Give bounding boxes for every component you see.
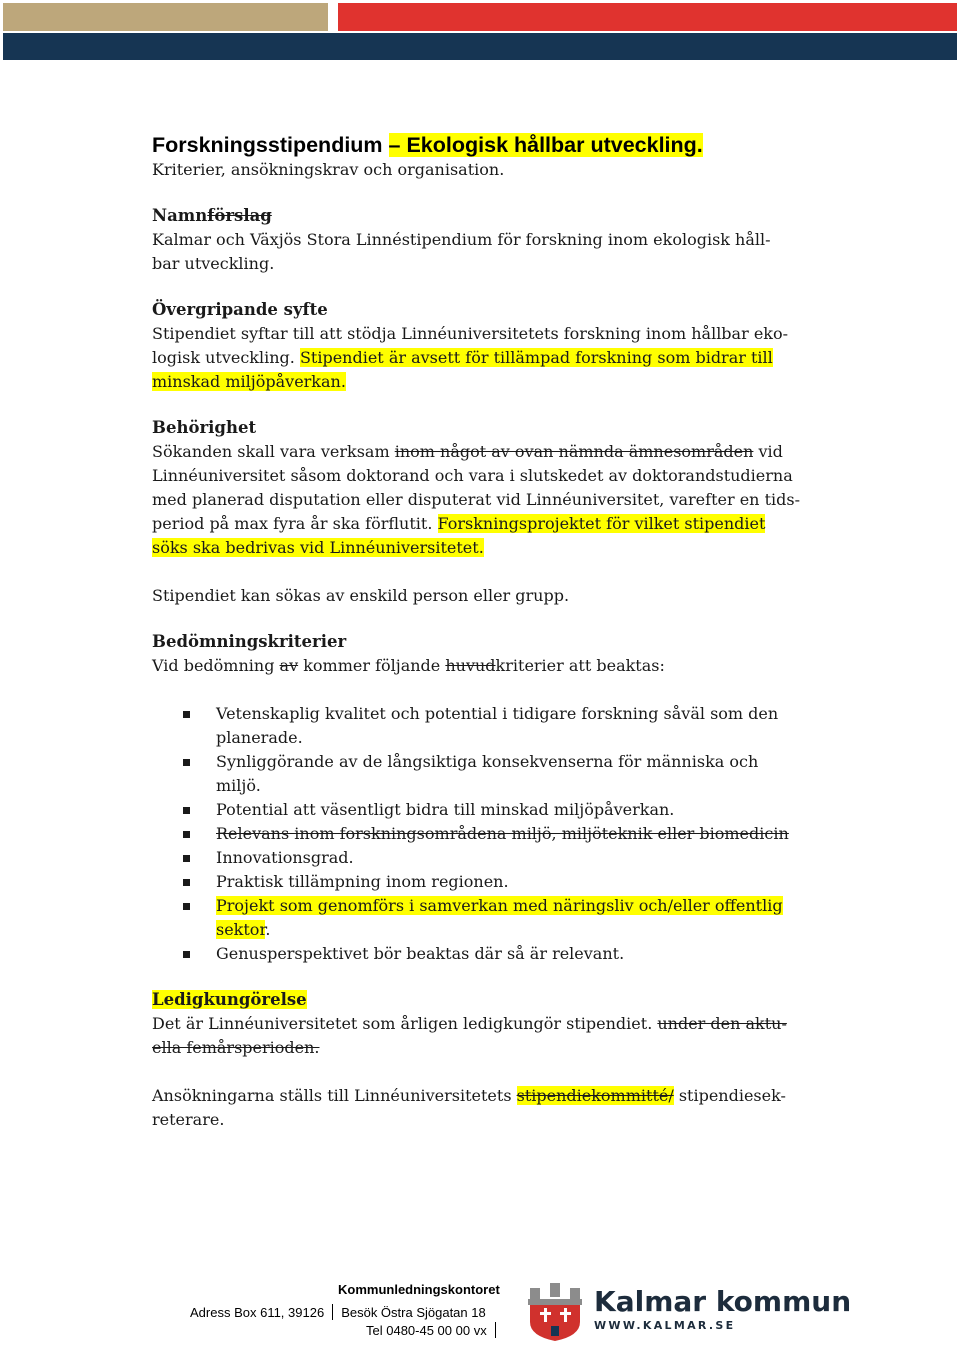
bullet-square-icon (183, 951, 190, 958)
bullet-square-icon (183, 759, 190, 766)
spacer (152, 182, 812, 204)
spacer (152, 678, 812, 702)
title-part: Forskningsstipendium (152, 133, 389, 157)
text-run: kriterier att beaktas: (495, 656, 665, 675)
footer-address-line (190, 1304, 486, 1320)
header-band-red (338, 3, 957, 31)
title-highlighted-part: – Ekologisk hållbar utveckling. (388, 133, 703, 157)
struck-text: Relevans inom forskningsområdena miljö, miljöteknik eller biomedicin (216, 824, 789, 843)
struck-text: ella femårsperioden. (152, 1038, 320, 1057)
bullet-square-icon (183, 807, 190, 814)
highlighted-struck-text: stipendiekommitté/ (516, 1086, 674, 1105)
section-heading-syfte: Övergripande syfte (152, 300, 328, 319)
item-text: . (265, 920, 271, 939)
header-band-gold (3, 3, 328, 31)
struck-text: under den aktu- (657, 1014, 787, 1033)
section-heading-behorighet: Behörighet (152, 418, 257, 437)
spacer (152, 608, 812, 630)
bullet-square-icon (183, 903, 190, 910)
header-band-navy (3, 33, 957, 60)
brand-logo (594, 1286, 851, 1334)
struck-text: inom något av ovan nämnda ämnesområden (394, 442, 754, 461)
document-body (152, 132, 812, 1132)
paragraph-line (152, 1036, 812, 1060)
list-item (152, 702, 812, 750)
paragraph-line: Stipendiet kan sökas av enskild person eller grupp. (152, 586, 570, 605)
text-run: Ansökningarna ställs till Linnéuniversitetets (152, 1086, 517, 1105)
item-text: Synliggörande av de långsiktiga konsekvenserna för människa och (216, 752, 759, 771)
highlighted-text: Forskningsprojektet för vilket stipendiet (437, 514, 766, 533)
paragraph-line (152, 654, 812, 678)
paragraph-line: med planerad disputation eller disputerat vid Linnéuniversitet, varefter en tids- (152, 490, 800, 509)
list-item (152, 846, 812, 870)
paragraph-line (152, 1012, 812, 1036)
footer-visit-address: Besök Östra Sjögatan 18 (341, 1305, 486, 1320)
paragraph-line: Linnéuniversitet såsom doktorand och vara i slutskedet av doktorandstudierna (152, 466, 793, 485)
text-run: Sökanden skall vara verksam (152, 442, 395, 461)
bullet-square-icon (183, 711, 190, 718)
paragraph-line: bar utveckling. (152, 254, 275, 273)
list-item (152, 822, 812, 846)
crest-tower-left (530, 1288, 540, 1300)
section-heading-ledigkungorelse (152, 988, 812, 1012)
item-text: Genusperspektivet bör beaktas där så är relevant. (216, 944, 625, 963)
highlighted-text: sektor (216, 920, 266, 939)
highlighted-text: Stipendiet är avsett för tillämpad forskning som bidrar till (299, 348, 773, 367)
footer-divider (332, 1304, 333, 1320)
text-run: Vid bedömning (152, 656, 280, 675)
crest-wall (528, 1299, 582, 1305)
section-heading-bedomning: Bedömningskriterier (152, 632, 347, 651)
brand-name: Kalmar kommun (594, 1285, 852, 1318)
text-run: kommer följande (298, 656, 446, 675)
item-text: planerade. (216, 728, 303, 747)
item-text: miljö. (216, 776, 261, 795)
heading-text: Namn (152, 206, 208, 225)
paragraph-line: Kalmar och Växjös Stora Linnéstipendium för forskning inom ekologisk håll- (152, 230, 771, 249)
highlighted-text: söks ska bedrivas vid Linnéuniversitetet. (152, 538, 484, 557)
highlighted-text: minskad miljöpåverkan. (152, 372, 346, 391)
brand-web: WWW.KALMAR.SE (594, 1319, 736, 1332)
crest-tower-center (550, 1283, 560, 1297)
bullet-square-icon (183, 831, 190, 838)
list-item (152, 798, 812, 822)
list-item (152, 750, 812, 798)
footer-tel-line (366, 1322, 504, 1338)
footer-tel: Tel 0480-45 00 00 vx (366, 1323, 487, 1338)
page-footer (150, 1282, 852, 1342)
footer-address: Adress Box 611, 39126 (190, 1305, 325, 1320)
paragraph-line (152, 440, 812, 464)
highlighted-text: Ledigkungörelse (152, 990, 307, 1009)
paragraph-line (152, 346, 812, 370)
paragraph-line (152, 370, 812, 394)
kalmar-crest-icon (524, 1282, 586, 1342)
text-run: period på max fyra år ska förflutit. (152, 514, 438, 533)
bullet-square-icon (183, 879, 190, 886)
crest-tower-right (570, 1288, 580, 1300)
struck-text: förslag (207, 206, 272, 225)
text-run: Det är Linnéuniversitetet som årligen ledigkungör stipendiet. (152, 1014, 658, 1033)
struck-text: av (279, 656, 299, 675)
spacer (152, 966, 812, 988)
bullet-square-icon (183, 855, 190, 862)
paragraph-line: Stipendiet syftar till att stödja Linnéuniversitetets forskning inom hållbar eko- (152, 324, 789, 343)
list-item (152, 870, 812, 894)
spacer (152, 276, 812, 298)
list-item (152, 942, 812, 966)
text-run: logisk utveckling. (152, 348, 300, 367)
crest-gate (551, 1326, 559, 1336)
footer-org: Kommunledningskontoret (338, 1282, 500, 1297)
highlighted-text: Projekt som genomförs i samverkan med näringsliv och/eller offentlig (216, 896, 783, 915)
paragraph-line (152, 536, 812, 560)
item-text: Potential att väsentligt bidra till minskad miljöpåverkan. (216, 800, 675, 819)
section-heading-namn (152, 204, 812, 228)
criteria-list (152, 702, 812, 966)
text-run: stipendiesek- (673, 1086, 786, 1105)
list-item (152, 894, 812, 942)
footer-divider (495, 1322, 496, 1338)
document-title (152, 132, 812, 158)
item-text: Praktisk tillämpning inom regionen. (216, 872, 509, 891)
item-text: Vetenskaplig kvalitet och potential i tidigare forskning såväl som den (216, 704, 779, 723)
spacer (152, 1060, 812, 1084)
struck-text: huvud (445, 656, 496, 675)
paragraph-line (152, 1084, 812, 1108)
spacer (152, 394, 812, 416)
paragraph-line (152, 512, 812, 536)
item-text: Innovationsgrad. (216, 848, 354, 867)
text-run: vid (753, 442, 783, 461)
paragraph-line: reterare. (152, 1110, 225, 1129)
document-subtitle: Kriterier, ansökningskrav och organisation. (152, 160, 505, 179)
spacer (152, 560, 812, 584)
